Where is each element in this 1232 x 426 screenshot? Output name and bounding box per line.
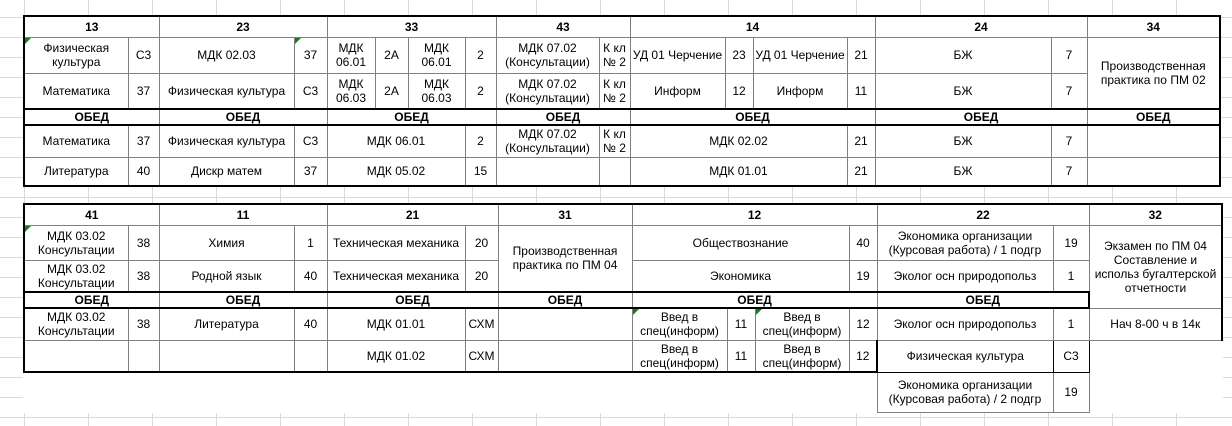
room-cell[interactable]: 20 bbox=[465, 225, 498, 260]
room-cell[interactable]: 7 bbox=[1051, 157, 1087, 186]
subject-cell[interactable]: МДК 06.03 bbox=[327, 73, 375, 109]
comment-marker-icon bbox=[633, 309, 639, 315]
group-header-23: 23 bbox=[159, 16, 327, 37]
comment-marker-icon bbox=[295, 38, 301, 44]
room-cell[interactable]: К кл № 2 bbox=[599, 125, 630, 157]
room-cell[interactable]: 2А bbox=[375, 73, 408, 109]
room-cell[interactable]: 37 bbox=[294, 157, 327, 186]
room-cell[interactable]: 37 bbox=[128, 73, 159, 109]
exam-cell[interactable]: Экзамен по ПМ 04 Составление и использ бугалтерской отчетности bbox=[1089, 225, 1222, 308]
empty-cell[interactable] bbox=[1087, 125, 1220, 157]
subject-text: Введ в спец(информ) bbox=[762, 310, 842, 339]
subject-cell[interactable]: Техническая механика bbox=[327, 225, 465, 260]
subject-cell[interactable]: Литература bbox=[159, 308, 294, 340]
subject-cell[interactable]: МДК 01.01 bbox=[630, 157, 847, 186]
subject-cell[interactable]: Экономика организации (Курсовая работа) / 2 подгр bbox=[877, 372, 1053, 412]
empty-cell[interactable] bbox=[159, 340, 294, 372]
lunch-cell: ОБЕД bbox=[498, 292, 632, 308]
lunch-cell: ОБЕД bbox=[24, 292, 159, 308]
subject-cell[interactable]: Обществознание bbox=[632, 225, 849, 260]
group-header-32: 32 bbox=[1089, 204, 1222, 225]
room-cell[interactable]: 15 bbox=[465, 157, 496, 186]
room-cell[interactable]: 21 bbox=[847, 125, 875, 157]
group-header-31: 31 bbox=[498, 204, 632, 225]
lunch-cell: ОБЕД bbox=[159, 292, 327, 308]
subject-cell[interactable]: Математика bbox=[24, 125, 128, 157]
subject-text: Физическая культура bbox=[43, 41, 110, 69]
practice-cell[interactable]: Производственная практика по ПМ 02 bbox=[1087, 37, 1220, 109]
group-header-34: 34 bbox=[1087, 16, 1220, 37]
empty-cell[interactable] bbox=[294, 340, 327, 372]
subject-cell[interactable] bbox=[24, 37, 128, 73]
subject-cell[interactable]: БЖ bbox=[875, 125, 1051, 157]
room-cell[interactable]: 7 bbox=[1051, 125, 1087, 157]
subject-cell[interactable]: МДК 05.02 bbox=[327, 157, 465, 186]
subject-cell[interactable]: БЖ bbox=[875, 73, 1051, 109]
room-cell[interactable]: 38 bbox=[128, 308, 159, 340]
room-cell[interactable]: 2 bbox=[465, 125, 496, 157]
subject-cell[interactable]: Химия bbox=[159, 225, 294, 260]
room-cell[interactable]: 38 bbox=[128, 225, 159, 260]
room-cell[interactable]: 19 bbox=[849, 260, 877, 292]
subject-cell[interactable]: Техническая механика bbox=[327, 260, 465, 292]
group-header-43: 43 bbox=[496, 16, 630, 37]
empty-cell[interactable] bbox=[1087, 157, 1220, 186]
subject-cell[interactable]: МДК 01.02 bbox=[327, 340, 465, 372]
room-cell[interactable]: 21 bbox=[847, 157, 875, 186]
room-cell[interactable]: 11 bbox=[727, 308, 755, 340]
room-cell[interactable]: К кл № 2 bbox=[599, 37, 630, 73]
empty-cell[interactable] bbox=[498, 340, 632, 372]
comment-marker-icon bbox=[756, 309, 762, 315]
room-cell[interactable]: 7 bbox=[1051, 73, 1087, 109]
subject-text: МДК 03.02 Консультации bbox=[37, 228, 115, 257]
subject-cell[interactable]: Эколог осн природопольз bbox=[877, 260, 1053, 292]
subject-cell[interactable]: Математика bbox=[24, 73, 128, 109]
empty-cell[interactable] bbox=[496, 157, 599, 186]
lunch-cell: ОБЕД bbox=[327, 109, 496, 125]
group-header-11: 11 bbox=[159, 204, 327, 225]
subject-cell[interactable]: БЖ bbox=[875, 37, 1051, 73]
subject-cell[interactable]: Родной язык bbox=[159, 260, 294, 292]
room-cell[interactable]: 37 bbox=[128, 125, 159, 157]
lunch-cell: ОБЕД bbox=[24, 109, 159, 125]
room-cell[interactable]: 23 bbox=[725, 37, 753, 73]
lunch-cell: ОБЕД bbox=[496, 109, 630, 125]
room-cell[interactable]: 38 bbox=[128, 260, 159, 292]
lunch-cell: ОБЕД bbox=[327, 292, 498, 308]
subject-cell[interactable]: МДК 03.02 Консультации bbox=[24, 260, 128, 292]
room-cell[interactable]: 1 bbox=[1053, 260, 1089, 292]
room-cell[interactable]: 19 bbox=[1053, 225, 1089, 260]
subject-cell[interactable]: МДК 06.01 bbox=[408, 37, 465, 73]
room-cell[interactable]: 7 bbox=[1051, 37, 1087, 73]
empty-cell[interactable] bbox=[599, 157, 630, 186]
room-cell[interactable]: 19 bbox=[1053, 372, 1089, 412]
subject-cell[interactable]: МДК 06.01 bbox=[327, 37, 375, 73]
group-header-13: 13 bbox=[24, 16, 159, 37]
room-cell[interactable]: 12 bbox=[849, 308, 877, 340]
subject-cell[interactable]: МДК 03.02 Консультации bbox=[24, 308, 128, 340]
room-cell[interactable]: 12 bbox=[725, 73, 753, 109]
subject-cell[interactable]: Информ bbox=[630, 73, 725, 109]
schedule-table-1 bbox=[23, 15, 1221, 187]
subject-cell[interactable]: Информ bbox=[753, 73, 847, 109]
subject-cell[interactable]: Физическая культура bbox=[159, 73, 294, 109]
comment-marker-icon bbox=[25, 226, 31, 232]
subject-cell[interactable]: МДК 02.03 bbox=[159, 37, 294, 73]
subject-cell[interactable] bbox=[632, 308, 727, 340]
subject-cell[interactable]: МДК 06.01 bbox=[327, 125, 465, 157]
room-cell[interactable]: С3 bbox=[294, 73, 327, 109]
lunch-cell: ОБЕД bbox=[630, 109, 875, 125]
subject-cell[interactable]: МДК 07.02 (Консультации) bbox=[496, 73, 599, 109]
subject-cell[interactable]: БЖ bbox=[875, 157, 1051, 186]
room-cell[interactable]: 40 bbox=[128, 157, 159, 186]
subject-cell[interactable]: МДК 06.03 bbox=[408, 73, 465, 109]
schedule-table-2 bbox=[23, 203, 1223, 413]
empty-cell[interactable] bbox=[498, 308, 632, 340]
room-text: 37 bbox=[303, 48, 318, 62]
subject-cell[interactable] bbox=[755, 308, 849, 340]
empty-cell[interactable] bbox=[128, 340, 159, 372]
lunch-cell: ОБЕД bbox=[875, 109, 1087, 125]
subject-cell[interactable]: Введ в спец(информ) bbox=[632, 340, 727, 372]
subject-cell[interactable]: Физическая культура bbox=[877, 340, 1053, 372]
subject-cell[interactable]: Введ в спец(информ) bbox=[755, 340, 849, 372]
subject-cell[interactable]: Экономика организации (Курсовая работа) / 1 подгр bbox=[877, 225, 1053, 260]
subject-cell[interactable]: Дискр матем bbox=[159, 157, 294, 186]
subject-cell[interactable]: Экономика bbox=[632, 260, 849, 292]
room-cell[interactable]: С3 bbox=[294, 125, 327, 157]
subject-cell[interactable]: МДК 01.01 bbox=[327, 308, 465, 340]
group-header-33: 33 bbox=[327, 16, 496, 37]
group-header-41: 41 bbox=[24, 204, 159, 225]
subject-text: Введ в спец(информ) bbox=[640, 310, 719, 339]
comment-marker-icon bbox=[25, 38, 31, 44]
subject-cell[interactable]: МДК 07.02 (Консультации) bbox=[496, 37, 599, 73]
room-cell[interactable]: С3 bbox=[128, 37, 159, 73]
room-cell[interactable]: 2 bbox=[465, 73, 496, 109]
exam-time-cell[interactable]: Нач 8-00 ч в 14к bbox=[1089, 308, 1222, 340]
grid-cell[interactable] bbox=[24, 372, 877, 412]
room-cell[interactable]: 1 bbox=[294, 225, 327, 260]
room-cell[interactable]: 11 bbox=[727, 340, 755, 372]
room-cell[interactable]: 2А bbox=[375, 37, 408, 73]
subject-cell[interactable]: УД 01 Черчение bbox=[753, 37, 847, 73]
group-header-12: 12 bbox=[632, 204, 877, 225]
room-cell[interactable]: 40 bbox=[849, 225, 877, 260]
lunch-cell: ОБЕД bbox=[1087, 109, 1220, 125]
lunch-cell: ОБЕД bbox=[877, 292, 1089, 308]
room-cell[interactable]: 12 bbox=[849, 340, 877, 372]
group-header-14: 14 bbox=[630, 16, 875, 37]
room-cell[interactable]: С3 bbox=[1053, 340, 1089, 372]
room-cell[interactable]: 20 bbox=[465, 260, 498, 292]
room-cell[interactable]: СХМ bbox=[465, 340, 498, 372]
group-header-22: 22 bbox=[877, 204, 1089, 225]
room-cell[interactable] bbox=[294, 37, 327, 73]
subject-cell[interactable]: МДК 07.02 (Консультации) bbox=[496, 125, 599, 157]
room-cell[interactable]: 40 bbox=[294, 260, 327, 292]
group-header-24: 24 bbox=[875, 16, 1087, 37]
subject-cell[interactable]: Физическая культура bbox=[159, 125, 294, 157]
lunch-cell: ОБЕД bbox=[159, 109, 327, 125]
group-header-21: 21 bbox=[327, 204, 498, 225]
grid-cell[interactable] bbox=[1089, 372, 1222, 412]
grid-cell[interactable] bbox=[1089, 340, 1222, 372]
subject-cell[interactable]: Эколог осн природопольз bbox=[877, 308, 1053, 340]
room-cell[interactable]: СХМ bbox=[465, 308, 498, 340]
subject-cell[interactable]: Литература bbox=[24, 157, 128, 186]
empty-cell[interactable] bbox=[24, 340, 128, 372]
subject-cell[interactable]: УД 01 Черчение bbox=[630, 37, 725, 73]
lunch-cell: ОБЕД bbox=[632, 292, 877, 308]
room-cell[interactable]: К кл № 2 bbox=[599, 73, 630, 109]
subject-cell[interactable]: МДК 02.02 bbox=[630, 125, 847, 157]
practice-cell[interactable]: Производственная практика по ПМ 04 bbox=[498, 225, 632, 292]
room-cell[interactable]: 11 bbox=[847, 73, 875, 109]
room-cell[interactable]: 21 bbox=[847, 37, 875, 73]
subject-cell[interactable] bbox=[24, 225, 128, 260]
room-cell[interactable]: 2 bbox=[465, 37, 496, 73]
room-cell[interactable]: 1 bbox=[1053, 308, 1089, 340]
room-cell[interactable]: 40 bbox=[294, 308, 327, 340]
